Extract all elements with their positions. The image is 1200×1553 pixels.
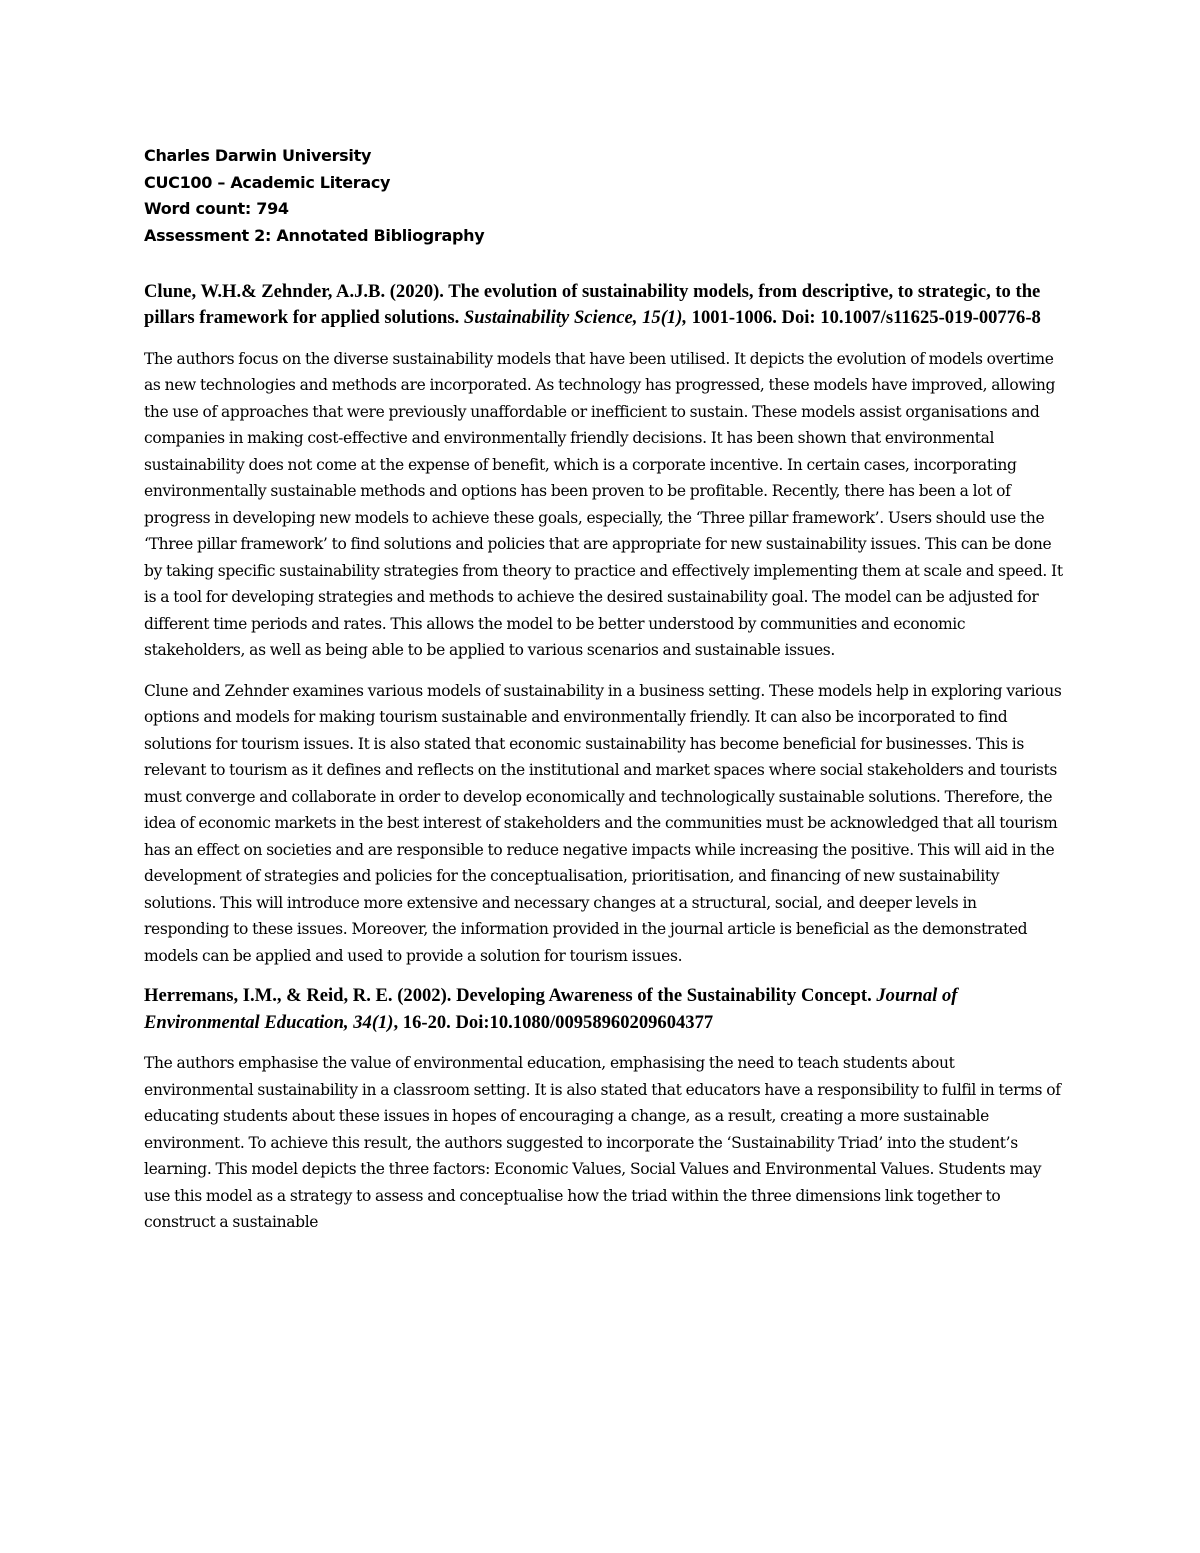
assessment-title: Assessment 2: Annotated Bibliography [144, 225, 485, 245]
citation-clune-zehnder [144, 279, 1064, 332]
spacer [144, 249, 1064, 276]
citation-pages-doi: , 16-20. Doi:10.1080/00958960209604377 [393, 1011, 714, 1033]
spacer [144, 332, 1064, 346]
course-code: CUC100 – Academic Literacy [144, 172, 391, 192]
document-content [144, 143, 1064, 1236]
university-name: Charles Darwin University [144, 146, 372, 165]
spacer [144, 969, 1064, 983]
annotation-paragraph: The authors emphasise the value of environmental education, emphasising the need to teach students about environmental sustainability in a classroom setting. It is also stated that educators have a responsibility to fulfil in terms of educating students about these issues in hopes of encouraging a change, as a result, creating a more sustainable environment. To achieve this result, the authors suggested to incorporate the ‘Sustainability Triad’ into the student’s learning. This model depicts the three factors: Economic Values, Social Values and Environmental Values. Students may use this model as a strategy to assess and conceptualise how the triad within the three dimensions link together to construct a sustainable [144, 1054, 1061, 1231]
spacer [144, 1036, 1064, 1050]
annotation-paragraph: The authors focus on the diverse sustainability models that have been utilised. It depicts the evolution of models overtime as new technologies and methods are incorporated. As technology has progressed, these models have improved, allowing the use of approaches that were previously unaffordable or inefficient to sustain. These models assist organisations and companies in making cost-effective and environmentally friendly decisions. It has been shown that environmental sustainability does not come at the expense of benefit, which is a corporate incentive. In certain cases, incorporating environmentally sustainable methods and options has been proven to be profitable. Recently, there has been a lot of progress in developing new models to achieve these goals, especially, the ‘Three pillar framework’. Users should use the ‘Three pillar framework’ to find solutions and policies that are appropriate for new sustainability issues. This can be done by taking specific sustainability strategies from theory to practice and effectively implementing them at scale and speed. It is a tool for developing strategies and methods to achieve the desired sustainability goal. The model can be adjusted for different time periods and rates. This allows the model to be better understood by communities and economic stakeholders, as well as being able to be applied to various scenarios and sustainable issues. [144, 349, 1063, 659]
citation-pages-doi: 1001-1006. Doi: 10.1007/s11625-019-00776-8 [687, 307, 1041, 328]
citation-herremans-reid [144, 983, 1064, 1036]
citation-authors-title: Herremans, I.M., & Reid, R. E. (2002). Developing Awareness of the Sustainability Concept. [144, 985, 877, 1006]
spacer [144, 664, 1064, 678]
citation-authors-title: Clune, W.H.& Zehnder, A.J.B. (2020). The evolution of sustainability models, from descriptive, to strategic, to the pillars framework for applied solutions. [144, 280, 1041, 328]
annotation-paragraph: Clune and Zehnder examines various models of sustainability in a business setting. These models help in exploring various options and models for making tourism sustainable and environmentally friendly. It can also be incorporated to find solutions for tourism issues. It is also stated that economic sustainability has become beneficial for businesses. This is relevant to tourism as it defines and reflects on the institutional and market spaces where social stakeholders and tourists must converge and collaborate in order to develop economically and technologically sustainable solutions. Therefore, the idea of economic markets in the best interest of stakeholders and the communities must be acknowledged that all tourism has an effect on societies and are responsible to reduce negative impacts while increasing the positive. This will aid in the development of strategies and policies for the conceptualisation, prioritisation, and financing of new sustainability solutions. This will introduce more extensive and necessary changes at a structural, social, and deeper levels in responding to these issues. Moreover, the information provided in the journal article is beneficial as the demonstrated models can be applied and used to provide a solution for tourism issues. [144, 681, 1062, 965]
word-count: Word count: 794 [144, 199, 289, 218]
document-header [144, 143, 1064, 249]
citation-journal: Journal of Environmental Education, 34(1) [144, 985, 958, 1033]
citation-journal: Sustainability Science, 15(1), [463, 307, 688, 328]
